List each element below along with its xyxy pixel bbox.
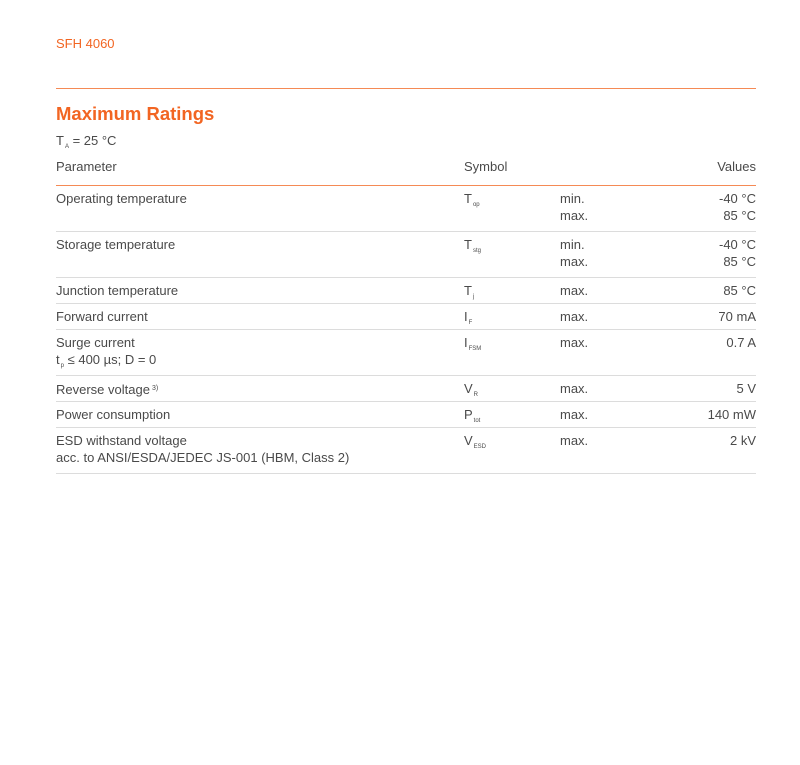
- table-row: [56, 278, 756, 304]
- header-rule: [56, 88, 756, 89]
- product-name: SFH 4060: [56, 36, 115, 51]
- limit-type: max.: [560, 407, 589, 422]
- limit-type: max.: [560, 335, 589, 350]
- ambient-condition: [56, 133, 116, 150]
- footnote-ref: 3): [151, 385, 159, 392]
- header-symbol: Symbol: [464, 159, 508, 174]
- limit-type: max.: [560, 381, 589, 396]
- header-parameter: Parameter: [56, 159, 117, 174]
- parameter-symbol: $T_{stg}$: [464, 237, 481, 254]
- parameter-name: ESD withstand voltage acc. to ANSI/ESDA/JEDEC JS-001 (HBM, Class 2): [56, 433, 350, 465]
- parameter-symbol: $P_{tot}$: [464, 407, 481, 424]
- parameter-name: Operating temperature: [56, 191, 187, 206]
- limit-type: max.: [560, 283, 589, 298]
- header-values: Values: [717, 159, 756, 174]
- parameter-value: 140 mW: [707, 407, 756, 422]
- parameter-symbol: $V_{ESD}$: [464, 433, 487, 450]
- section-title: Maximum Ratings: [56, 103, 215, 124]
- parameter-value: 2 kV: [729, 433, 756, 448]
- limit-type: max.: [560, 433, 589, 448]
- parameter-symbol: $I_{FSM}$: [464, 335, 482, 352]
- parameter-name: Power consumption: [56, 407, 171, 422]
- limit-type: min. max.: [560, 191, 589, 223]
- parameter-name: Junction temperature: [56, 283, 179, 298]
- parameter-value: -40 °C 85 °C: [719, 237, 756, 269]
- parameter-symbol: $V_R$: [464, 381, 479, 398]
- table-header: [56, 155, 756, 186]
- ratings-table: [56, 155, 756, 474]
- table-row: [56, 330, 756, 376]
- table-row: [56, 186, 756, 232]
- condition-value: = 25 °C: [68, 133, 117, 148]
- parameter-symbol: $T_j$: [464, 283, 475, 300]
- parameter-name: Forward current: [56, 309, 148, 324]
- parameter-value: 5 V: [736, 381, 756, 396]
- table-row: [56, 232, 756, 278]
- table-row: [56, 428, 756, 474]
- parameter-name: Surge current $t_p \le 400$ µs; D = 0: [56, 335, 157, 369]
- limit-type: min. max.: [560, 237, 589, 269]
- parameter-symbol: $I_F$: [464, 309, 473, 326]
- parameter-value: 0.7 A: [726, 335, 756, 350]
- parameter-value: 70 mA: [718, 309, 756, 324]
- table-row: [56, 402, 756, 428]
- condition-symbol: T: [56, 133, 64, 148]
- table-row: [56, 376, 756, 402]
- limit-type: max.: [560, 309, 589, 324]
- parameter-value: 85 °C: [723, 283, 756, 298]
- condition-subscript: A: [64, 144, 69, 150]
- parameter-name: Storage temperature: [56, 237, 176, 252]
- parameter-symbol: $T_{op}$: [464, 191, 480, 208]
- parameter-name: Reverse voltage $^{3)}$: [56, 382, 159, 397]
- parameter-value: -40 °C 85 °C: [719, 191, 756, 223]
- table-row: [56, 304, 756, 330]
